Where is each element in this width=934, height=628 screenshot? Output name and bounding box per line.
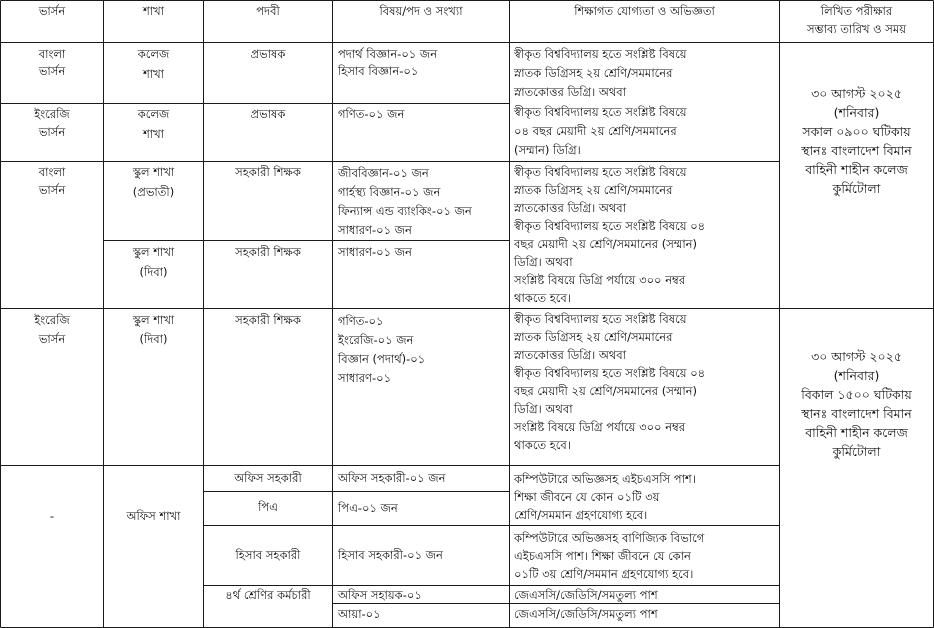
row5-subject-3: বিজ্ঞান (পদার্থ)-০১	[338, 352, 426, 366]
row2-subject-1: গণিত-০১ জন	[338, 107, 405, 121]
row5-version-line2: ভার্সন	[38, 332, 66, 346]
row4-subject-1: সাধারণ-০১ জন	[338, 245, 412, 259]
office-version: -	[49, 509, 55, 523]
row3-branch-line1: স্কুল শাখা	[132, 165, 175, 179]
office-r3-post: হিসাব সহকারী	[235, 548, 301, 562]
school-qual1-line-7: সংশ্লিষ্ট বিষয়ে ডিগ্রি পর্যায়ে ৩০০ নম্বর	[514, 273, 686, 287]
office-branch: অফিস শাখা	[126, 509, 181, 523]
office-q1-line-1: কম্পিউটারে অভিজ্ঞসহ এইচএসসি পাশ।	[514, 472, 696, 486]
row5-subject-2: ইংরেজি-০১ জন	[338, 333, 414, 347]
row4-branch-line1: স্কুল শাখা	[132, 245, 175, 259]
school-qual1-line-8: থাকতে হবে।	[514, 291, 571, 305]
row2-branch-line1: কলেজ	[137, 107, 170, 121]
office-r4-subject-b: আয়া-০১	[338, 607, 381, 621]
header-branch: শাখা	[142, 4, 165, 18]
school-qual1-line-6: ডিগ্রি। অথবা	[514, 255, 573, 269]
college-qualification-line-2: স্নাতক ডিগ্রিসহ ২য় শ্রেণি/সমমানের	[514, 66, 673, 80]
row1-branch-line2: শাখা	[142, 67, 165, 81]
row2-version-line1: ইংরেজি	[34, 107, 70, 121]
row4-post: সহকারী শিক্ষক	[235, 245, 301, 259]
exam2-venue-1: স্থানঃ বাংলাদেশ বিমান	[801, 406, 912, 421]
exam2-date: ৩০ আগস্ট ২০২৫	[811, 349, 902, 364]
office-q2-line-3: ০১টি ৩য় শ্রেণি/সমমান গ্রহণযোগ্য হবে।	[514, 567, 694, 581]
school-qual2-line-8: থাকতে হবে।	[514, 438, 571, 452]
office-q1-line-2: শিক্ষা জীবনে যে কোন ০১টি ৩য়	[514, 490, 660, 504]
office-r1-subject: অফিস সহকারী-০১ জন	[338, 471, 446, 485]
office-r1-post: অফিস সহকারী	[234, 471, 302, 485]
school-qual1-line-5: বছর মেয়াদী ২য় শ্রেণি/সমমানের (সম্মান)	[514, 237, 698, 251]
office-r4-qual-a: জেএসসি/জেডিসি/সমতুল্য পাশ	[514, 588, 658, 602]
header-exam-line2: সম্ভাব্য তারিখ ও সময়	[806, 22, 907, 36]
office-q2-line-2: এইচএসসি পাশ। শিক্ষা জীবনে যে কোন	[514, 549, 691, 563]
row3-version-line1: বাংলা	[38, 165, 66, 179]
header-exam-line1: লিখিত পরীক্ষার	[820, 4, 893, 18]
header-version: ভার্সন	[38, 4, 66, 18]
row2-post: প্রভাষক	[250, 107, 286, 121]
exam1-time: সকাল ০৯০০ ঘটিকায়	[802, 124, 911, 139]
school-qual2-line-3: স্নাতকোত্তর ডিগ্রি। অথবা	[514, 348, 627, 362]
row3-subject-4: সাধারণ-০১ জন	[338, 223, 412, 237]
exam1-venue-3: কুর্মিটোলা	[832, 181, 881, 196]
row1-version-line2: ভার্সন	[38, 64, 66, 78]
row1-subject-1: পদার্থ বিজ্ঞান-০১ জন	[338, 47, 438, 61]
row5-post: সহকারী শিক্ষক	[235, 313, 301, 327]
row1-branch-line1: কলেজ	[137, 47, 170, 61]
school-qual2-line-6: ডিগ্রি। অথবা	[514, 402, 573, 416]
school-qual1-line-1: স্বীকৃত বিশ্ববিদ্যালয় হতে সংশ্লিষ্ট বিষয়ে	[514, 165, 687, 179]
school-qual2-line-5: বছর মেয়াদী ২য় শ্রেণি/সমমানের (সম্মান)	[514, 384, 698, 398]
exam1-venue-1: স্থানঃ বাংলাদেশ বিমান	[801, 143, 912, 158]
school-qual1-line-2: স্নাতক ডিগ্রিসহ ২য় শ্রেণি/সমমানের	[514, 183, 673, 197]
row3-subject-3: ফিন্যান্স এন্ড ব্যাংকিং-০১ জন	[338, 204, 472, 218]
office-q1-line-3: শ্রেণি/সমমান গ্রহণযোগ্য হবে।	[514, 508, 648, 522]
row2-version-line2: ভার্সন	[38, 125, 66, 139]
row3-subject-1: জীববিজ্ঞান-০১ জন	[338, 166, 429, 180]
college-qualification-line-5: ০৪ বছর মেয়াদী ২য় শ্রেণি/সমমানের	[514, 124, 677, 138]
row1-post: প্রভাষক	[250, 47, 286, 61]
exam1-day: (শনিবার)	[833, 105, 880, 120]
office-r4-post: ৪র্থ শ্রেণির কর্মচারী	[225, 588, 311, 602]
row3-version-line2: ভার্সন	[38, 183, 66, 197]
school-qual2-line-2: স্নাতক ডিগ্রিসহ ২য় শ্রেণি/সমমানের	[514, 330, 673, 344]
row5-branch-line1: স্কুল শাখা	[132, 313, 175, 327]
header-subject: বিষয়/পদ ও সংখ্যা	[379, 4, 463, 18]
header-qualification: শিক্ষাগত যোগ্যতা ও অভিজ্ঞতা	[574, 4, 715, 18]
row1-subject-2: হিসাব বিজ্ঞান-০১	[338, 64, 419, 78]
row3-subject-2: গার্হস্থ্য বিজ্ঞান-০১ জন	[338, 185, 441, 199]
office-q2-line-1: কম্পিউটারে অভিজ্ঞসহ বাণিজ্যিক বিভাগে	[514, 531, 705, 545]
row1-version-line1: বাংলা	[38, 47, 66, 61]
exam2-time: বিকাল ১৫০০ ঘটিকায়	[801, 387, 912, 402]
exam1-venue-2: বাহিনী শাহীন কলেজ	[805, 162, 908, 177]
exam2-day: (শনিবার)	[833, 368, 880, 383]
row3-branch-line2: (প্রভাতী)	[132, 185, 175, 199]
row5-subject-1: গণিত-০১	[338, 314, 384, 328]
college-qualification-line-1: স্বীকৃত বিশ্ববিদ্যালয় হতে সংশ্লিষ্ট বিষয়ে	[514, 47, 687, 61]
school-qual2-line-7: সংশ্লিষ্ট বিষয়ে ডিগ্রি পর্যায়ে ৩০০ নম্বর	[514, 420, 686, 434]
college-qualification-line-4: স্বীকৃত বিশ্ববিদ্যালয় হতে সংশ্লিষ্ট বিষয়ে	[514, 105, 687, 119]
school-qual2-line-4: স্বীকৃত বিশ্ববিদ্যালয় হতে সংশ্লিষ্ট বিষয়ে ০৪	[514, 366, 706, 380]
exam2-venue-2: বাহিনী শাহীন কলেজ	[805, 425, 908, 440]
school-qual1-line-4: স্বীকৃত বিশ্ববিদ্যালয় হতে সংশ্লিষ্ট বিষয়ে ০৪	[514, 219, 706, 233]
office-r2-subject: পিএ-০১ জন	[338, 501, 398, 515]
row2-branch-line2: শাখা	[142, 127, 165, 141]
college-qualification-line-6: (সম্মান) ডিগ্রি।	[514, 143, 581, 157]
row5-subject-4: সাধারণ-০১	[338, 371, 392, 385]
office-r3-subject: হিসাব সহকারী-০১ জন	[338, 548, 443, 562]
office-r2-post: পিএ	[258, 500, 278, 514]
college-qualification-line-3: স্নাতকোত্তর ডিগ্রি। অথবা	[514, 85, 627, 99]
row5-version-line1: ইংরেজি	[34, 313, 70, 327]
row5-branch-line2: (দিবা)	[139, 332, 168, 346]
school-qual2-line-1: স্বীকৃত বিশ্ববিদ্যালয় হতে সংশ্লিষ্ট বিষয়ে	[514, 312, 687, 326]
row4-branch-line2: (দিবা)	[139, 265, 168, 279]
school-qual1-line-3: স্নাতকোত্তর ডিগ্রি। অথবা	[514, 201, 627, 215]
office-r4-subject-a: অফিস সহায়ক-০১	[338, 588, 422, 602]
row3-post: সহকারী শিক্ষক	[235, 165, 301, 179]
header-post: পদবী	[256, 4, 280, 18]
office-r4-qual-b: জেএসসি/জেডিসি/সমতুল্য পাশ	[514, 607, 658, 621]
exam2-venue-3: কুর্মিটোলা	[832, 444, 881, 459]
exam1-date: ৩০ আগস্ট ২০২৫	[811, 86, 902, 101]
